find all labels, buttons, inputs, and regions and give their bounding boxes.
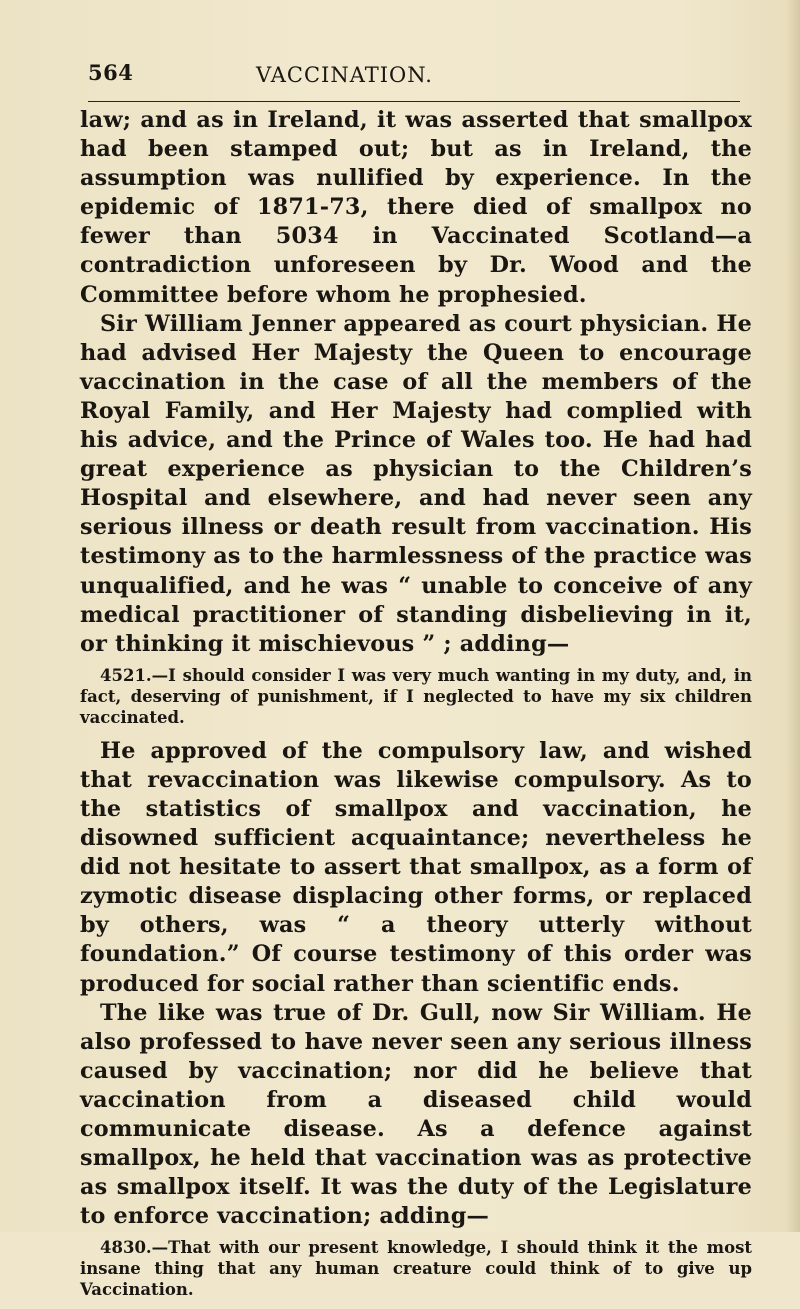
running-head: VACCINATION. — [256, 63, 433, 87]
quotation-4521: 4521.—I should consider I was very much wanting in my duty, and, in fact, deserving of punishment, if I neglected to have my six children vaccinated. — [80, 665, 752, 727]
quotation-4830: 4830.—That with our present knowledge, I should think it the most insane thing that any human creature could think of to give up Vaccination. — [80, 1238, 752, 1300]
page-number: 564 — [88, 60, 134, 85]
paragraph-compulsory-law: He approved of the compulsory law, and wished that revaccination was likewise compulsory. As to the statistics of smallpox and vaccination, he disowned sufficient acquaintance; nevertheless he did not hesitate to assert that smallpox, as a form of zymotic disease displacing other forms, or replaced by others, was “ a theory utterly without foundation.” Of course testimony of this order was produced for social rather than scientific ends. — [80, 737, 752, 997]
page-edge-shadow — [786, 0, 800, 1232]
body-text — [80, 106, 752, 1309]
header-rule — [88, 101, 740, 102]
page-header — [88, 60, 744, 100]
paragraph-jenner: Sir William Jenner appeared as court physician. He had advised Her Majesty the Queen to encourage vaccination in the case of all the members of the Royal Family, and Her Majesty had complied with his advice, and the Prince of Wales too. He had had great experience as physician to the Children’s Hospital and elsewhere, and had never seen any serious illness or death result from vaccination. His testimony as to the harmlessness of the practice was unqualified, and he was “ unable to conceive of any medical practitioner of standing disbelieving in it, or thinking it mischievous ” ; adding— — [80, 310, 752, 657]
paragraph-gull: The like was true of Dr. Gull, now Sir William. He also professed to have never seen any serious illness caused by vaccination; nor did he believe that vaccination from a diseased child would communicate disease. As a defence against smallpox, he held that vaccination was as protective as smallpox itself. It was the duty of the Legislature to enforce vaccination; adding— — [80, 999, 752, 1230]
paragraph-continuation: law; and as in Ireland, it was asserted that smallpox had been stamped out; but as in Ireland, the assumption was nullified by experience. In the epidemic of 1871-73, there died of smallpox no fewer than 5034 in Vaccinated Scotland—a contradiction unforeseen by Dr. Wood and the Committee before whom he prophesied. — [80, 107, 752, 308]
